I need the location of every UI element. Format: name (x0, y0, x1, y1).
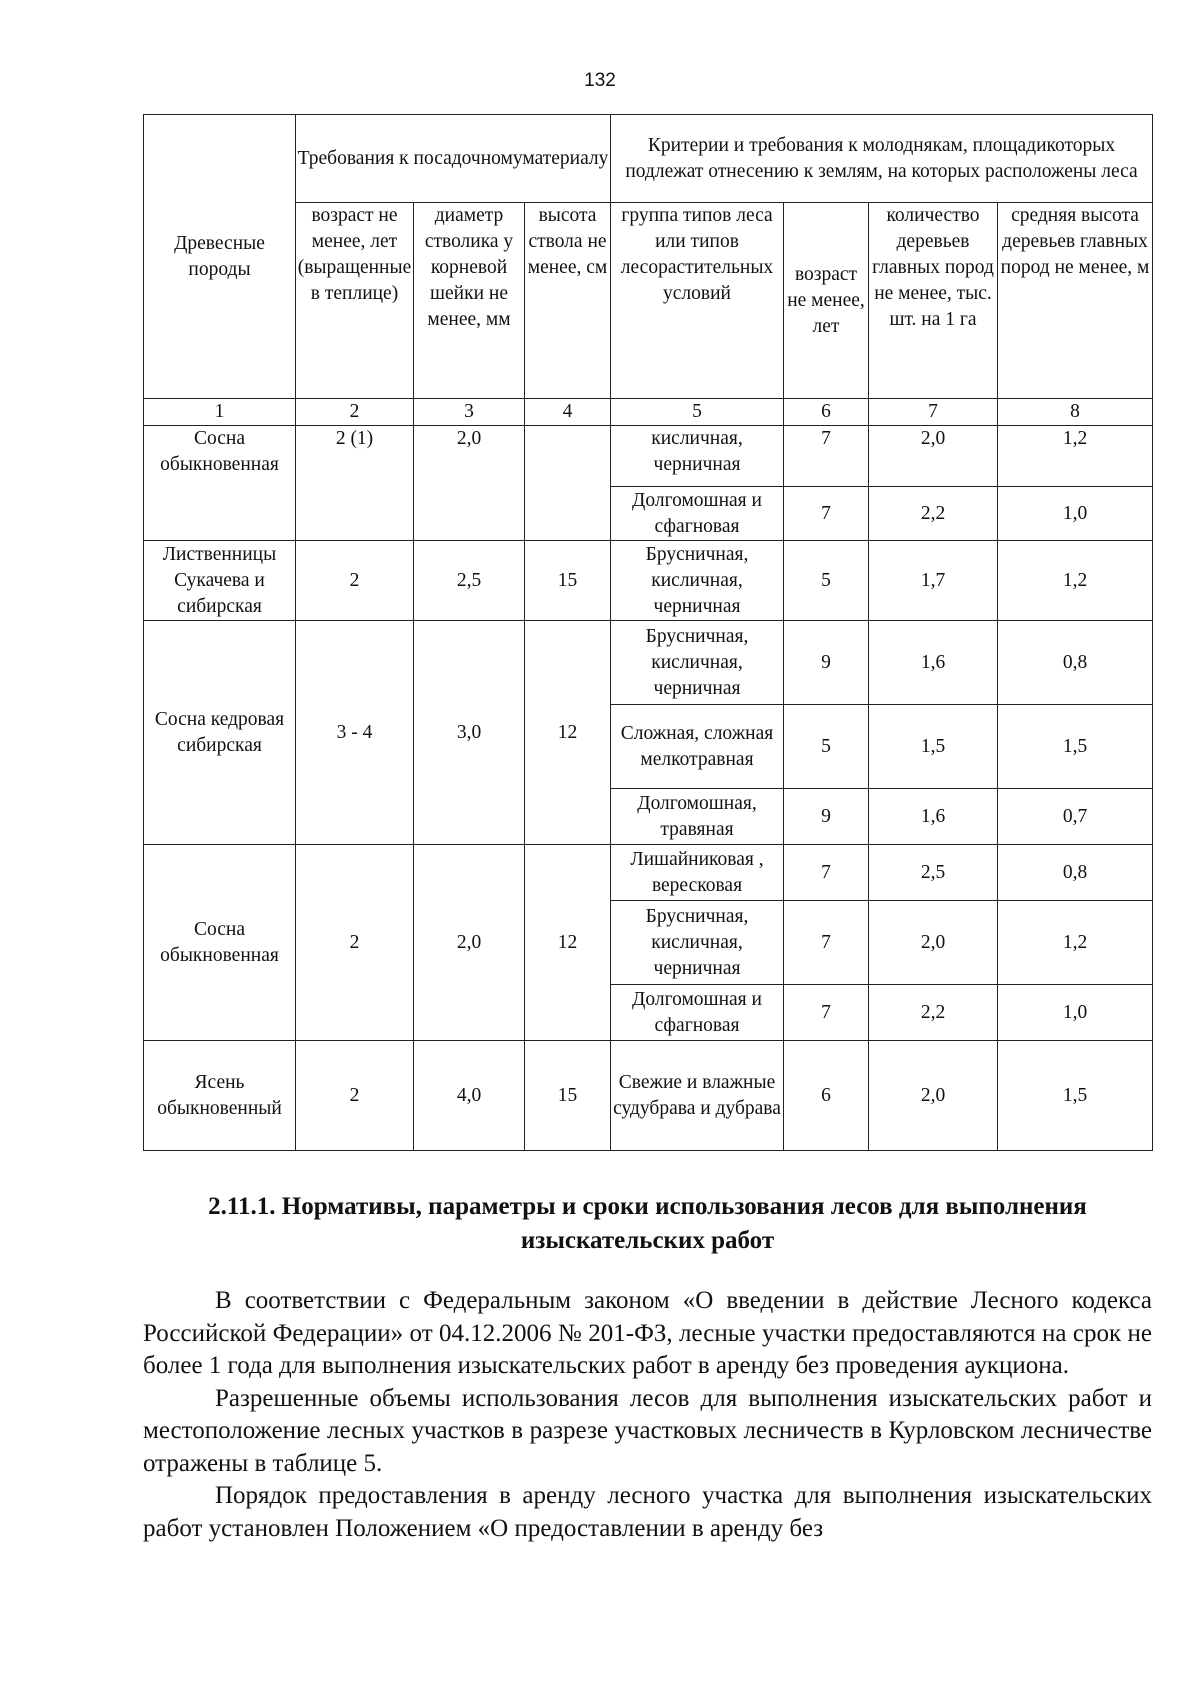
header-tree-count: количество деревьев главных пород не менее, тыс. шт. на 1 га (869, 203, 998, 399)
forest-type-cell: Брусничная, кисличная, черничная (611, 901, 784, 985)
stem-height-cell: 15 (525, 541, 611, 621)
paragraph: Разрешенные объемы использования лесов для выполнения изыскательских работ и местоположение лесных участков в разрезе участковых лесничеств в Курловском лесничестве отражены в таблице 5. (143, 1384, 1152, 1477)
header-stand-age: возраст не менее, лет (784, 203, 869, 399)
column-number: 6 (784, 399, 869, 426)
header-stem-height: высота ствола не менее, см (525, 203, 611, 399)
stand-age-cell: 7 (784, 426, 869, 487)
forest-type-cell: кисличная, черничная (611, 426, 784, 487)
tree-count-cell: 2,5 (869, 845, 998, 901)
forest-type-cell: Долгомошная, травяная (611, 789, 784, 845)
stem-height-cell: 12 (525, 621, 611, 845)
header-young-stand-criteria: Критерии и требования к молоднякам, площадикоторых подлежат отнесению к землям, на которых расположены леса (611, 115, 1153, 203)
stem-diameter-cell: 2,0 (414, 426, 525, 541)
species-cell: Сосна обыкновенная (144, 845, 296, 1041)
column-number: 3 (414, 399, 525, 426)
average-height-cell: 1,5 (998, 705, 1153, 789)
forest-type-cell: Свежие и влажные судубрава и дубрава (611, 1041, 784, 1151)
paragraph: В соответствии с Федеральным законом «О введении в действие Лесного кодекса Российской Федерации» от 04.12.2006 № 201-ФЗ, лесные участки предоставляются на срок не более 1 года для выполнения изыскательских работ в аренду без проведения аукциона. (143, 1287, 1152, 1379)
stem-diameter-cell: 4,0 (414, 1041, 525, 1151)
stem-height-cell: 12 (525, 845, 611, 1041)
forest-type-cell: Долгомошная и сфагновая (611, 487, 784, 541)
forest-type-cell: Сложная, сложная мелкотравная (611, 705, 784, 789)
stand-age-cell: 7 (784, 845, 869, 901)
tree-count-cell: 1,6 (869, 789, 998, 845)
column-number: 1 (144, 399, 296, 426)
tree-count-cell: 1,7 (869, 541, 998, 621)
header-average-height: средняя высота деревьев главных пород не менее, м (998, 203, 1153, 399)
forest-type-cell: Брусничная, кисличная, черничная (611, 541, 784, 621)
stand-age-cell: 7 (784, 487, 869, 541)
seedling-age-cell: 3 - 4 (296, 621, 414, 845)
body-text (143, 1285, 1152, 1545)
tree-count-cell: 2,0 (869, 1041, 998, 1151)
stem-height-cell (525, 426, 611, 541)
header-forest-type-group: группа типов леса или типов лесорастительных условий (611, 203, 784, 399)
header-seedling-age: возраст не менее, лет (выращенные в теплице) (296, 203, 414, 399)
forest-type-cell: Брусничная, кисличная, черничная (611, 621, 784, 705)
species-cell: Сосна обыкновенная (144, 426, 296, 541)
tree-count-cell: 2,0 (869, 901, 998, 985)
forest-type-cell: Лишайниковая , вересковая (611, 845, 784, 901)
seedling-age-cell: 2 (1) (296, 426, 414, 541)
average-height-cell: 1,2 (998, 426, 1153, 487)
tree-count-cell: 1,5 (869, 705, 998, 789)
stand-age-cell: 9 (784, 789, 869, 845)
seedling-age-cell: 2 (296, 845, 414, 1041)
stand-age-cell: 6 (784, 1041, 869, 1151)
species-cell: Ясень обыкновенный (144, 1041, 296, 1151)
column-number: 7 (869, 399, 998, 426)
header-stem-diameter: диаметр стволика у корневой шейки не менее, мм (414, 203, 525, 399)
stem-height-cell: 15 (525, 1041, 611, 1151)
average-height-cell: 0,7 (998, 789, 1153, 845)
seedling-age-cell: 2 (296, 541, 414, 621)
tree-count-cell: 2,2 (869, 985, 998, 1041)
column-number: 4 (525, 399, 611, 426)
stem-diameter-cell: 2,5 (414, 541, 525, 621)
forest-type-cell: Долгомошная и сфагновая (611, 985, 784, 1041)
paragraph: Порядок предоставления в аренду лесного участка для выполнения изыскательских работ установлен Положением «О предоставлении в аренду без (143, 1482, 1152, 1542)
average-height-cell: 0,8 (998, 845, 1153, 901)
seedling-age-cell: 2 (296, 1041, 414, 1151)
tree-count-cell: 1,6 (869, 621, 998, 705)
column-number: 2 (296, 399, 414, 426)
stand-age-cell: 7 (784, 901, 869, 985)
stand-age-cell: 5 (784, 705, 869, 789)
page-number: 132 (584, 70, 616, 91)
average-height-cell: 1,0 (998, 985, 1153, 1041)
header-planting-material: Требования к посадочномуматериалу (296, 115, 611, 203)
average-height-cell: 1,2 (998, 901, 1153, 985)
stem-diameter-cell: 3,0 (414, 621, 525, 845)
forest-norms-table (143, 114, 1153, 1151)
average-height-cell: 0,8 (998, 621, 1153, 705)
column-number: 8 (998, 399, 1153, 426)
tree-count-cell: 2,0 (869, 426, 998, 487)
average-height-cell: 1,5 (998, 1041, 1153, 1151)
column-number: 5 (611, 399, 784, 426)
tree-count-cell: 2,2 (869, 487, 998, 541)
stand-age-cell: 5 (784, 541, 869, 621)
average-height-cell: 1,0 (998, 487, 1153, 541)
average-height-cell: 1,2 (998, 541, 1153, 621)
species-cell: Лиственницы Сукачева и сибирская (144, 541, 296, 621)
stand-age-cell: 9 (784, 621, 869, 705)
stand-age-cell: 7 (784, 985, 869, 1041)
section-heading: 2.11.1. Нормативы, параметры и сроки использования лесов для выполнения изыскательских работ (208, 1193, 1087, 1254)
header-species: Древесные породы (144, 115, 296, 399)
stem-diameter-cell: 2,0 (414, 845, 525, 1041)
species-cell: Сосна кедровая сибирская (144, 621, 296, 845)
